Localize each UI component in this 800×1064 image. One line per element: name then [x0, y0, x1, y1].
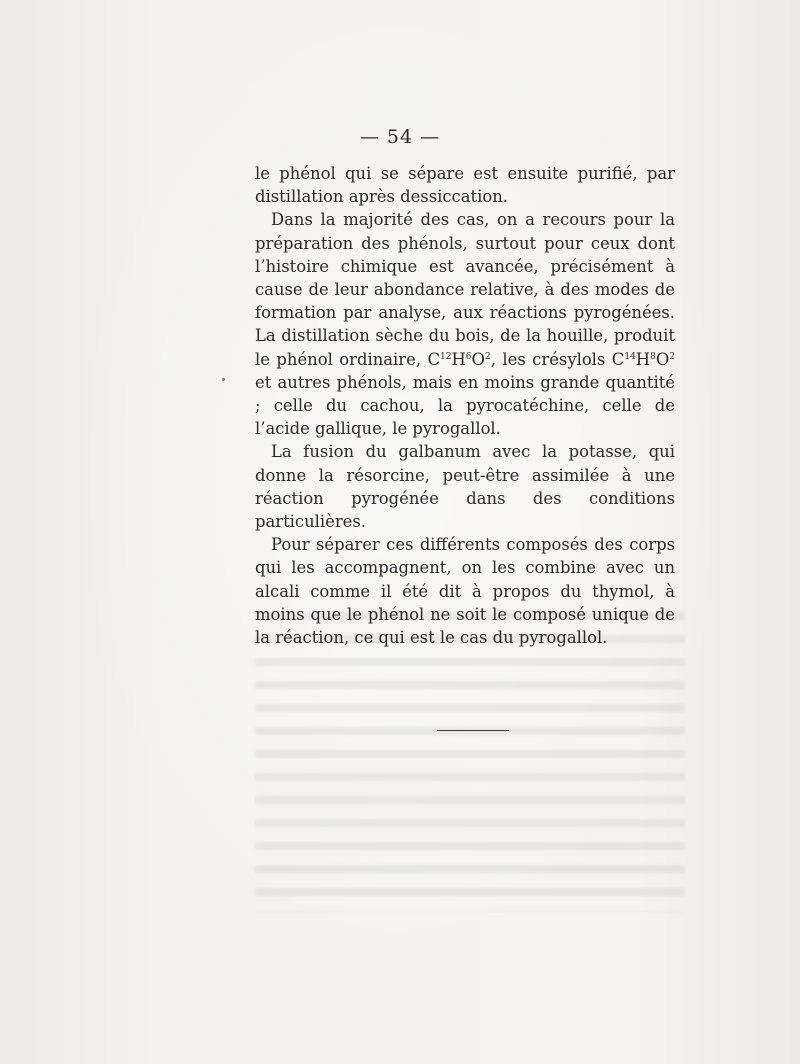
- body-text: [255, 162, 675, 649]
- end-rule: [437, 730, 509, 731]
- formula-index-4: 14: [624, 351, 636, 362]
- formula-index-2: 6: [465, 351, 472, 362]
- paragraph-1: le phénol qui se sépare est ensuite purifié, par distillation après dessiccation.: [255, 164, 675, 207]
- page-number: — 54 —: [359, 126, 441, 148]
- formula-index-1: 12: [440, 351, 452, 362]
- show-through-texture: [255, 612, 685, 912]
- formula-index-5: 8: [650, 351, 656, 362]
- paragraph-2: [255, 208, 675, 440]
- paragraph-2-text-b: H: [451, 349, 466, 369]
- paragraph-2-text-g: et autres phénols, mais en moins grande quantité ; celle du cachou, la pyrocatéchine, celle de l’acide gallique, le pyrogallol.: [255, 372, 675, 439]
- paragraph-2-text-d: , les crésylols C: [490, 349, 625, 369]
- paragraph-4: Pour séparer ces différents composés des corps qui les accompagnent, on les combine avec un alcali comme il été dit à propos du thymol, à moins que le phénol ne soit le composé unique de la réaction, ce qui est le cas du pyrogallol.: [255, 535, 675, 648]
- paragraph-2-text-e: H: [635, 349, 651, 369]
- formula-index-3: 2: [484, 351, 491, 362]
- formula-index-6: 2: [669, 351, 675, 362]
- paragraph-2-text-c: O: [471, 349, 485, 369]
- paragraph-3: La fusion du galbanum avec la potasse, qui donne la résorcine, peut-être assimilée à une réaction pyrogénée dans des conditions particulières.: [255, 442, 675, 532]
- margin-speck: [222, 378, 225, 381]
- paragraph-2-text-f: O: [655, 349, 670, 369]
- paragraph-2-text-a: Dans la majorité des cas, on a recours pour la préparation des phénols, surtout pour ceux dont l’histoire chimique est avancée, précisément à cause de leur abondance relative, à des modes de formation par analyse, aux réactions pyrogénées. La distillation sèche du bois, de la houille, produit le phénol ordinaire, C: [255, 210, 675, 369]
